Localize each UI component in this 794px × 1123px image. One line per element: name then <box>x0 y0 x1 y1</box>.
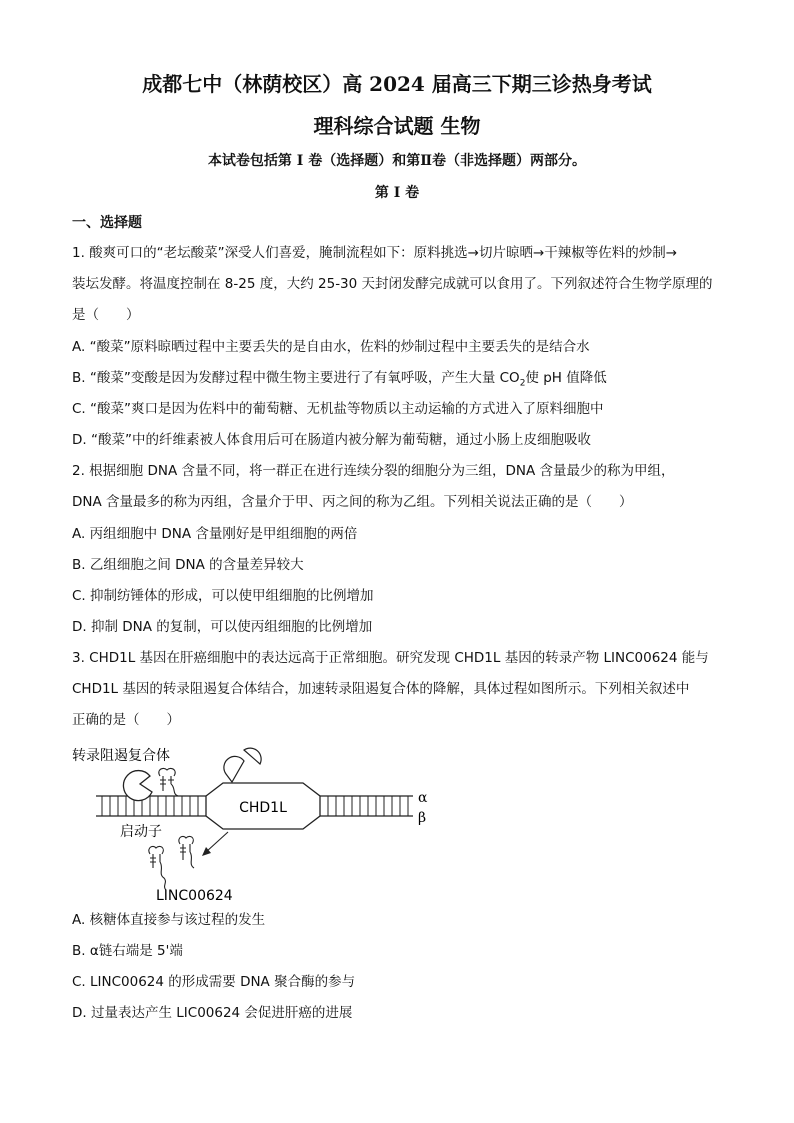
linc-rna-1 <box>149 846 166 890</box>
repressor-complex-shape <box>123 771 152 801</box>
chd1l-gene-label: CHD1L <box>239 800 287 816</box>
q2-option-c: C. 抑制纺锤体的形成，可以使甲组细胞的比例增加 <box>72 588 374 604</box>
linc-rna-2 <box>179 836 194 868</box>
q2-stem-line-2: DNA 含量最多的称为丙组，含量介于甲、丙之间的称为乙组。下列相关说法正确的是（ ） <box>72 494 633 510</box>
q3-option-c: C. LINC00624 的形成需要 DNA 聚合酶的参与 <box>72 974 356 990</box>
q1-stem-line-1: 1. 酸爽可口的“老坛酸菜”深受人们喜爱，腌制流程如下：原料挑选→切片晾晒→干辣椒等佐料的炒制→ <box>72 245 678 261</box>
q1-option-b-tail: 使 pH 值降低 <box>525 370 607 386</box>
degraded-complex-piece-1 <box>244 748 261 764</box>
q1-stem-line-2: 装坛发酵。将温度控制在 8-25 度，大约 25-30 天封闭发酵完成就可以食用了。下列叙述符合生物学原理的 <box>72 276 713 292</box>
q1-stem-line-3: 是（ ） <box>72 307 140 323</box>
part-heading: 第 I 卷 <box>374 185 420 201</box>
transcription-diagram <box>68 736 448 906</box>
alpha-label: α <box>418 790 428 806</box>
q1-option-b-subscript: 2 <box>519 378 526 389</box>
q2-stem-line-1: 2. 根据细胞 DNA 含量不同，将一群正在进行连续分裂的细胞分为三组，DNA 含量最少的称为甲组， <box>72 463 675 479</box>
q1-option-c: C. “酸菜”爽口是因为佐料中的葡萄糖、无机盐等物质以主动运输的方式进入了原料细胞中 <box>72 401 604 417</box>
q1-option-b-text: B. “酸菜”变酸是因为发酵过程中微生物主要进行了有氧呼吸，产生大量 CO <box>72 370 520 386</box>
q1-option-b <box>72 368 607 394</box>
linc-rna-label: LINC00624 <box>156 888 233 904</box>
q3-stem-line-1: 3. CHD1L 基因在肝癌细胞中的表达远高于正常细胞。研究发现 CHD1L 基因的转录产物 LINC00624 能与 <box>72 650 709 666</box>
q2-option-b: B. 乙组细胞之间 DNA 的含量差异较大 <box>72 557 304 573</box>
exam-title: 成都七中（林荫校区）高 2024 届高三下期三诊热身考试 <box>142 72 652 96</box>
q3-stem-line-3: 正确的是（ ） <box>72 712 180 728</box>
degraded-complex-piece-2 <box>224 756 244 782</box>
exam-subtitle: 理科综合试题 生物 <box>313 114 481 138</box>
promoter-label: 启动子 <box>120 824 162 840</box>
q2-option-d: D. 抑制 DNA 的复制，可以使丙组细胞的比例增加 <box>72 619 373 635</box>
section-heading: 一、选择题 <box>72 215 142 231</box>
q1-option-a: A. “酸菜”原料晾晒过程中主要丢失的是自由水，佐料的炒制过程中主要丢失的是结合水 <box>72 339 590 355</box>
q2-option-a: A. 丙组细胞中 DNA 含量刚好是甲组细胞的两倍 <box>72 526 358 542</box>
exam-intro: 本试卷包括第 I 卷（选择题）和第Ⅱ卷（非选择题）两部分。 <box>207 153 587 169</box>
repressor-complex-label: 转录阻遏复合体 <box>72 748 170 764</box>
q1-option-d: D. “酸菜”中的纤维素被人体食用后可在肠道内被分解为葡萄糖，通过小肠上皮细胞吸收 <box>72 432 591 448</box>
bound-rna-hairpin <box>159 768 178 796</box>
q3-option-d: D. 过量表达产生 LIC00624 会促进肝癌的进展 <box>72 1005 353 1021</box>
q3-stem-line-2: CHD1L 基因的转录阻遏复合体结合，加速转录阻遏复合体的降解，具体过程如图所示。下列相关叙述中 <box>72 681 690 697</box>
q3-option-b: B. α链右端是 5'端 <box>72 943 183 959</box>
beta-label: β <box>418 810 427 826</box>
transcription-arrow <box>206 832 228 852</box>
q3-option-a: A. 核糖体直接参与该过程的发生 <box>72 912 266 928</box>
